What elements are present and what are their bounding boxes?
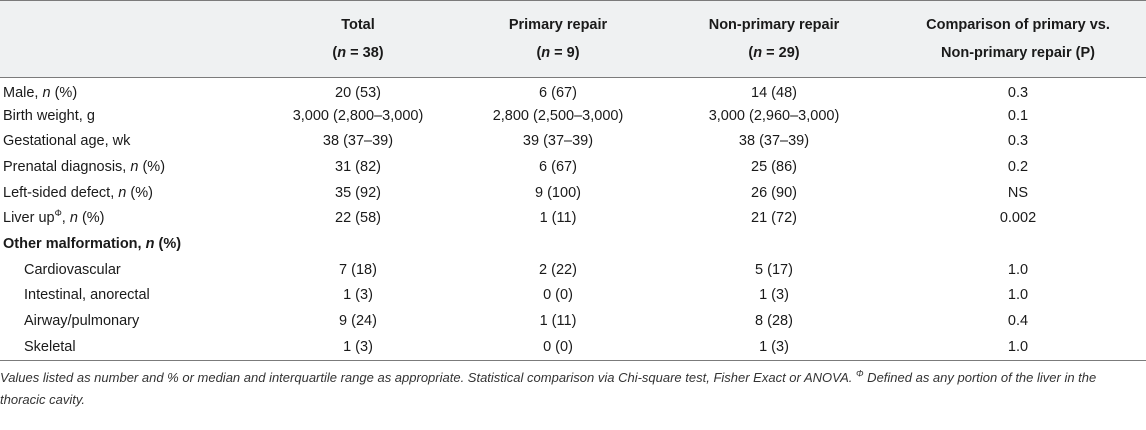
cell-primary: 9 (100) [535, 184, 581, 201]
row-label [0, 180, 258, 206]
row-label [0, 128, 258, 154]
row-label [0, 205, 258, 231]
row-label-tail: (%) [50, 84, 78, 101]
top-rule [0, 0, 1146, 1]
cell-nonprimary: 26 (90) [751, 184, 797, 201]
header-comparison-line2: Non-primary repair (P) [941, 44, 1095, 61]
row-label [0, 334, 258, 360]
row-label-mid: , [61, 210, 70, 227]
cell-p: 1.0 [1007, 261, 1029, 278]
cell-nonprimary: 8 (28) [755, 313, 793, 330]
cell-p: 0.3 [1007, 84, 1029, 101]
row-label [0, 103, 258, 129]
cell-total: 31 (82) [335, 158, 381, 175]
footnote-sup: Φ [856, 368, 864, 379]
header-comparison-line1: Comparison of primary vs. [926, 16, 1110, 33]
cell-p: NS [1007, 184, 1029, 201]
table-row [0, 257, 1146, 283]
table-row [0, 308, 1146, 334]
footnote-tail: Defined as any portion of the liver in the thoracic cavity. [0, 370, 1097, 407]
cell-nonprimary: 25 (86) [751, 158, 797, 175]
table-row [0, 154, 1146, 180]
cell-primary: 0 (0) [543, 287, 573, 304]
cell-nonprimary: 21 (72) [751, 210, 797, 227]
table-footnote [0, 367, 1140, 411]
row-label-tail: (%) [126, 184, 153, 201]
row-label-n: n [118, 184, 127, 201]
header-empty [0, 0, 258, 77]
cell-nonprimary: 3,000 (2,960–3,000) [708, 107, 840, 124]
row-label-text: Left-sided defect, [3, 184, 119, 201]
row-label [0, 154, 258, 180]
section-label-text: Other malformation, [3, 235, 146, 252]
row-label [0, 77, 258, 103]
cell-total: 1 (3) [343, 338, 373, 355]
header-nonprimary [658, 0, 890, 77]
row-label-text: Intestinal, anorectal [24, 287, 150, 304]
section-label-n: n [145, 235, 155, 252]
header-primary-title: Primary repair [508, 16, 608, 33]
header-total [258, 0, 458, 77]
section-row [0, 231, 1146, 257]
row-label-text: Male, [3, 84, 43, 101]
row-label-n: n [130, 158, 139, 175]
header-total-title: Total [341, 16, 375, 33]
header-nonprimary-n: (n = 29) [748, 44, 800, 61]
row-label-text: Gestational age, wk [3, 133, 131, 150]
row-label [0, 257, 258, 283]
cell-nonprimary: 5 (17) [755, 261, 793, 278]
cell-total: 9 (24) [339, 313, 377, 330]
cell-p: 1.0 [1007, 287, 1029, 304]
table-header [0, 0, 1146, 77]
footnote-text: Values listed as number and % or median and interquartile range as appropriate. Statistical comparison via Chi-square test, Fisher Exact or ANOVA. [0, 370, 857, 385]
section-label-tail: (%) [154, 235, 182, 252]
cell-total: 22 (58) [335, 210, 381, 227]
cell-primary: 39 (37–39) [522, 133, 594, 150]
table-row [0, 205, 1146, 231]
cell-total: 3,000 (2,800–3,000) [292, 107, 424, 124]
row-label-text: Birth weight, g [3, 107, 95, 124]
cell-primary: 1 (11) [539, 210, 577, 227]
header-rule [0, 77, 1146, 78]
row-label-sup: Φ [54, 208, 62, 219]
row-label [0, 308, 258, 334]
cell-total: 7 (18) [339, 261, 377, 278]
cell-nonprimary: 1 (3) [759, 338, 789, 355]
row-label-n: n [69, 210, 78, 227]
row-label-text: Skeletal [24, 338, 76, 355]
cell-nonprimary: 38 (37–39) [738, 133, 810, 150]
cell-total: 35 (92) [335, 184, 381, 201]
cell-total: 38 (37–39) [322, 133, 394, 150]
table-row [0, 103, 1146, 129]
cell-primary: 0 (0) [543, 338, 573, 355]
header-primary [458, 0, 658, 77]
cell-p: 0.4 [1007, 313, 1029, 330]
cell-p: 0.3 [1007, 133, 1029, 150]
row-label-text: Cardiovascular [24, 261, 121, 278]
row-label [0, 283, 258, 309]
table-row [0, 334, 1146, 360]
table-row [0, 128, 1146, 154]
table-row [0, 283, 1146, 309]
cell-nonprimary: 14 (48) [751, 84, 797, 101]
header-nonprimary-title: Non-primary repair [708, 16, 840, 33]
section-label [0, 231, 1146, 257]
header-comparison [890, 0, 1146, 77]
cell-primary: 6 (67) [539, 84, 577, 101]
cell-primary: 1 (11) [539, 313, 577, 330]
table-body [0, 77, 1146, 360]
cell-p: 0.1 [1007, 107, 1029, 124]
table-row [0, 180, 1146, 206]
row-label-n: n [42, 84, 51, 101]
bottom-rule [0, 360, 1146, 361]
row-label-text: Airway/pulmonary [24, 313, 140, 330]
cell-primary: 2,800 (2,500–3,000) [492, 107, 624, 124]
cell-total: 1 (3) [343, 287, 373, 304]
cell-p: 0.002 [999, 210, 1037, 227]
row-label-tail: (%) [138, 158, 166, 175]
row-label-tail: (%) [77, 210, 105, 227]
cell-total: 20 (53) [335, 84, 381, 101]
cell-nonprimary: 1 (3) [759, 287, 789, 304]
cell-p: 1.0 [1007, 338, 1029, 355]
row-label-text: Prenatal diagnosis, [3, 158, 131, 175]
header-primary-n: (n = 9) [536, 44, 580, 61]
cell-p: 0.2 [1007, 158, 1029, 175]
table-row [0, 77, 1146, 103]
cell-primary: 2 (22) [539, 261, 577, 278]
cell-primary: 6 (67) [539, 158, 577, 175]
row-label-text: Liver up [3, 210, 55, 227]
header-total-n: (n = 38) [332, 44, 384, 61]
